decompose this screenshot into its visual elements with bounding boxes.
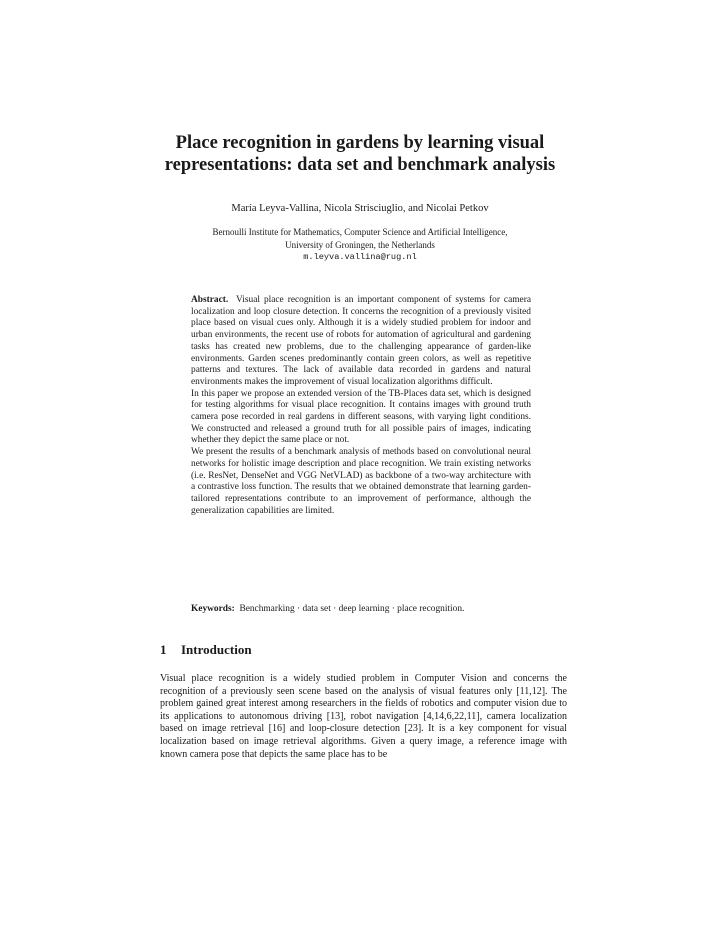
keywords-text: Benchmarking · data set · deep learning · place recognition. — [239, 604, 465, 614]
paper-title-line-2: representations: data set and benchmark analysis — [164, 155, 556, 175]
affiliation-line-1: Bernoulli Institute for Mathematics, Computer Science and Artificial Intelligence, — [212, 227, 508, 237]
section-heading — [160, 642, 252, 658]
author-email: m.leyva.vallina@rug.nl — [303, 252, 417, 262]
abstract-paragraph-2: In this paper we propose an extended version of the TB-Places data set, which is designed for testing algorithms for visual place recognition. It contains images with ground truth camera pose recorded in real gardens in different seasons, with varying light conditions. We constructed and released a ground truth for all possible pairs of images, indicating whether they depict the same place or not. — [191, 388, 531, 446]
keywords-label: Keywords: — [191, 604, 235, 614]
abstract-text-1: Visual place recognition is an important component of systems for camera localization and loop closure detection. It concerns the recognition of a previously visited place based on visual cues only. Although it is a widely studied problem for indoor and urban environments, the recent use of robots for automation of agricultural and gardening tasks has created new problems, due to the challenging appearance of garden-like environments. Garden scenes predominantly contain green colors, as well as repetitive patterns and textures. The lack of available data recorded in gardens and natural environments makes the improvement of visual localization algorithms difficult. — [191, 295, 531, 387]
abstract-paragraph-1 — [191, 295, 531, 389]
paper-title-line-1: Place recognition in gardens by learning visual — [175, 133, 545, 153]
paper-title — [120, 132, 600, 176]
abstract — [191, 295, 531, 517]
abstract-paragraph-3: We present the results of a benchmark analysis of methods based on convolutional neural networks for holistic image description and place recognition. We train existing networks (i.e. ResNet, DenseNet and VGG NetVLAD) as backbone of a two-way architecture with a contrastive loss function. The results that we obtained demonstrate that learning garden-tailored representations contribute to an improvement of performance, although the generalization capabilities are limited. — [191, 447, 531, 516]
author-list: María Leyva-Vallina, Nicola Strisciuglio, and Nicolai Petkov — [231, 203, 489, 214]
body-paragraph: Visual place recognition is a widely studied problem in Computer Vision and concerns the recognition of a previously seen scene based on the analysis of visual features only [11,12]. The problem gained great interest among researchers in the fields of robotics and computer vision due to its applications to autonomous driving [13], robot navigation [4,14,6,22,11], camera localization based on image retrieval [16] and loop-closure detection [23]. It is a key component for visual localization based on image retrieval algorithms. Given a query image, a reference image with known camera pose that depicts the same place has to be — [160, 673, 567, 760]
affiliation — [120, 226, 600, 264]
abstract-label: Abstract. — [191, 295, 229, 305]
affiliation-line-2: University of Groningen, the Netherlands — [285, 239, 435, 250]
section-body — [160, 673, 567, 761]
section-title: Introduction — [181, 642, 252, 657]
section-number: 1 — [160, 642, 167, 657]
keywords — [191, 604, 551, 616]
